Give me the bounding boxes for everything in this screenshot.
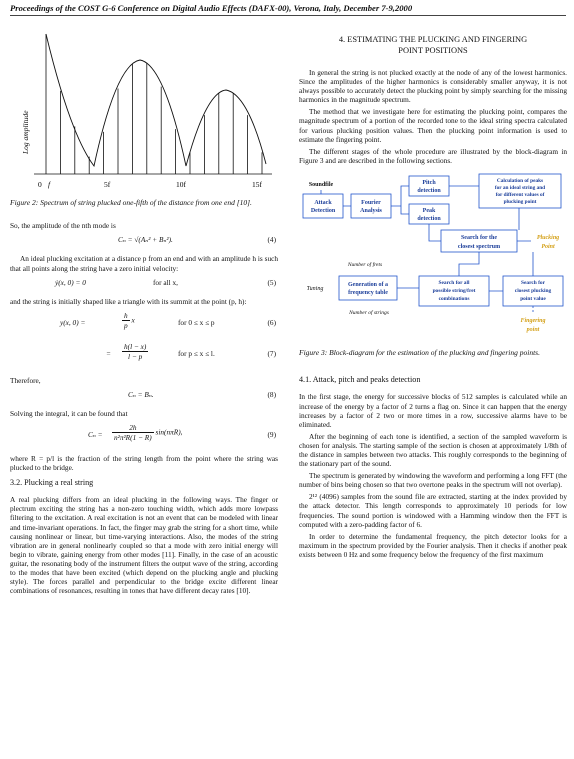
equation-condition: for p ≤ x ≤ l. [178, 348, 215, 358]
paragraph: Solving the integral, it can be found that [10, 408, 128, 418]
section-heading-line: 4. ESTIMATING THE PLUCKING AND FINGERING [338, 35, 528, 44]
string-fret-search-label: Search for all [438, 279, 470, 286]
section-heading-3-2: 3.2. Plucking a real string [10, 478, 94, 488]
closest-plucking-label: Search for [520, 279, 546, 286]
peak-detection-label: Peak [422, 207, 436, 214]
number-of-frets-label: Number of frets [347, 261, 383, 268]
paragraph: where R = p/l is the fraction of the string length from the point where the string was plucked to the bridge. [10, 453, 278, 473]
paragraph: After the beginning of each tone is identified, a section of the sampled waveform is chosen for analysis. The starting sample of the section is chosen at approximately 1/8th of the distance in samples between two attacks. This roughly corresponds to the beginning of the stationary part of the sound. [299, 431, 567, 469]
plucking-point-output: Point [541, 243, 555, 250]
y-axis-label: Log amplitude [21, 110, 30, 154]
tick-label-f: f [48, 180, 51, 189]
peaks-calculation-label: Calculation of peaks [496, 177, 544, 184]
frequency-table-label: Generation of a [348, 281, 388, 288]
left-column [10, 24, 278, 598]
paragraph: In general the string is not plucked exactly at the node of any of the lowest harmonics. Since the amplitudes of the higher harmonics is considerably smaller anyway, it is not always possible to accurately detect the plucking point by simply searching for the missing harmonics in the magnitude spectrum. [299, 68, 567, 105]
equation-condition: for all x, [153, 277, 178, 287]
figure-2-caption: Figure 2: Spectrum of string plucked one-fifth of the distance from one end [10]. [10, 198, 252, 208]
attack-detection-box [303, 194, 343, 218]
fourier-analysis-label: Fourier [361, 199, 381, 206]
paragraph: A real plucking differs from an ideal plucking in the following ways. The finger or plectrum exciting the string has a non-zero touching width, which adds more lowpass filtering to the excitation. A real excitation is not an event that can be modeled with linear and time-invariant operations. In fact, the finger may grab the string for a short time, while causing nonlinear or linear, but time-varying interactions. Also, the modes of the string vibration are in general nonlinearly coupled so that a mode with zero initial energy will begin to vibrate, gaining energy from other modes [11]. Finally, in the case of an acoustic guitar, the resonating body of the instrument filters the output wave of the string, according to the modes that have been excited (which depend on the plucking angle and plucking style). The forces parallel and perpendicular to the bridge excite different linear combinations of resonances, resulting in tones that have different decay rates [10]. [10, 495, 278, 596]
tick-label-0: 0 [38, 180, 42, 189]
equation-6 [10, 311, 278, 337]
fraction-denominator: p [124, 320, 128, 330]
equation-body: ẏ(x, 0) = 0 [55, 277, 86, 287]
tuning-label: Tuning [306, 285, 324, 292]
equation-number: (5) [267, 277, 276, 287]
pitch-detection-label: Pitch [422, 179, 436, 186]
fourier-analysis-label: Analysis [360, 207, 382, 214]
equation-equals: = [106, 348, 111, 358]
paragraph: An ideal plucking excitation at a distance p from an end and with an amplitude h is such that all points along the string have a zero initial velocity: [10, 254, 278, 273]
closest-plucking-label: point value [520, 295, 546, 302]
frequency-table-label: frequency table [348, 289, 388, 296]
plucking-point-output: Plucking [536, 234, 560, 241]
figure-3-caption: Figure 3: Block-diagram for the estimation of the plucking and fingering points. [299, 348, 540, 358]
frequency-table-box [339, 276, 397, 300]
equation-tail: sin(nπR), [155, 427, 183, 437]
equation-lhs: y(x, 0) = [60, 317, 86, 327]
string-fret-search-label: possible string/fret [432, 287, 476, 294]
fourier-analysis-box [351, 194, 391, 218]
tick-label-15f: 15f [252, 180, 262, 189]
fraction-numerator: h [124, 310, 128, 320]
equation-number: (7) [267, 348, 276, 358]
equation-number: (9) [267, 429, 276, 439]
peak-detection-label: detection [417, 215, 441, 222]
peaks-calculation-label: for an ideal string and [494, 184, 546, 191]
equation-4 [10, 235, 278, 249]
tick-label-5f: 5f [104, 180, 111, 189]
pitch-detection-label: detection [417, 187, 441, 194]
soundfile-label: Soundfile [308, 181, 334, 188]
attack-detection-label: Detection [310, 207, 336, 214]
paragraph: The spectrum is generated by windowing the waveform and performing a long FFT (the number of bins being chosen so that two overtone peaks in the spectrum will not overlap). [299, 471, 567, 490]
equation-tail: x [131, 315, 135, 325]
paragraph: The different stages of the whole procedure are illustrated by the block-diagram in Figure 3 and are described in the following sections. [299, 146, 567, 165]
paragraph: The method that we investigate here for estimating the plucking point, compares the magnitude spectrum of a portion of the recorded tone to the ideal string spectra calculated for various plucking position values. Then the plucking point information is used to estimate the fingering point. [299, 107, 567, 144]
spectrum-lines [46, 34, 262, 174]
fraction-denominator: l − p [128, 351, 143, 361]
peaks-calculation-label: plucking point [503, 198, 537, 205]
equation-number: (6) [267, 317, 276, 327]
tick-label-10f: 10f [176, 180, 186, 189]
section-heading-line: POINT POSITIONS [398, 46, 468, 55]
section-heading-4 [299, 34, 567, 56]
running-header: Proceedings of the COST G-6 Conference on Digital Audio Effects (DAFX-00), Verona, Italy, December 7-9,2000 [10, 3, 566, 16]
equation-lhs: Cₙ = [88, 429, 103, 439]
fingering-point-output: Fingering [520, 317, 546, 324]
figure-3-block-diagram [299, 172, 567, 342]
fraction-numerator: h(l − x) [124, 341, 147, 351]
number-of-strings-label: Number of strings [349, 309, 389, 316]
closest-spectrum-label: closest spectrum [457, 243, 501, 250]
string-fret-search-label: combinations [438, 295, 470, 302]
fraction-denominator: n²π²R(1 − R) [114, 433, 152, 443]
section-heading-4-1: 4.1. Attack, pitch and peaks detection [299, 375, 421, 385]
equation-5 [10, 278, 278, 292]
attack-detection-label: Attack [314, 199, 332, 206]
paragraph: So, the amplitude of the nth mode is [10, 221, 116, 231]
paragraph: In order to determine the fundamental frequency, the pitch detector looks for a maximum in the spectrum provided by the Fourier analysis. Then it checks if another peak exists between 0 Hz and some frequency below the frequency of the first maximum [299, 531, 567, 559]
closest-plucking-label: closest plucking [514, 287, 552, 294]
paragraph: and the string is initially shaped like a triangle with its summit at the point (p, h): [10, 296, 247, 306]
equation-body: Cₙ = √(Aₙ² + Bₙ²). [118, 235, 173, 245]
figure-2 [10, 24, 278, 192]
fraction-numerator: 2h [112, 423, 154, 433]
equation-8 [10, 390, 278, 404]
closest-spectrum-label: Search for the [460, 234, 498, 241]
paragraph: Therefore, [10, 375, 41, 385]
peaks-calculation-label: for different values of [495, 191, 545, 198]
paragraph: 2¹² (4096) samples from the sound file are extracted, starting at the index provided by the attack detector. This length corresponds to approximately 10 periods for low frequencies. The sound portion is windowed with a Hamming window then the FFT is computed with a zero-padding factor of 6. [299, 492, 567, 529]
connector-lines [321, 186, 533, 291]
equation-7 [10, 342, 278, 368]
fingering-point-output: point [526, 326, 540, 333]
equation-condition: for 0 ≤ x ≤ p [178, 317, 215, 327]
equation-9 [10, 423, 278, 449]
right-column [299, 34, 567, 562]
equation-number: (4) [267, 235, 276, 245]
paragraph: In the first stage, the energy for successive blocks of 512 samples is calculated while an increase of the energy by a factor of 2 turns a flag on. Since it can happen that the energy increases by a factor of 2 two or more times in a row, successive alarms have to be eliminated. [299, 392, 567, 429]
equation-number: (8) [267, 389, 276, 399]
equation-body: Cₙ = Bₙ. [128, 389, 154, 399]
